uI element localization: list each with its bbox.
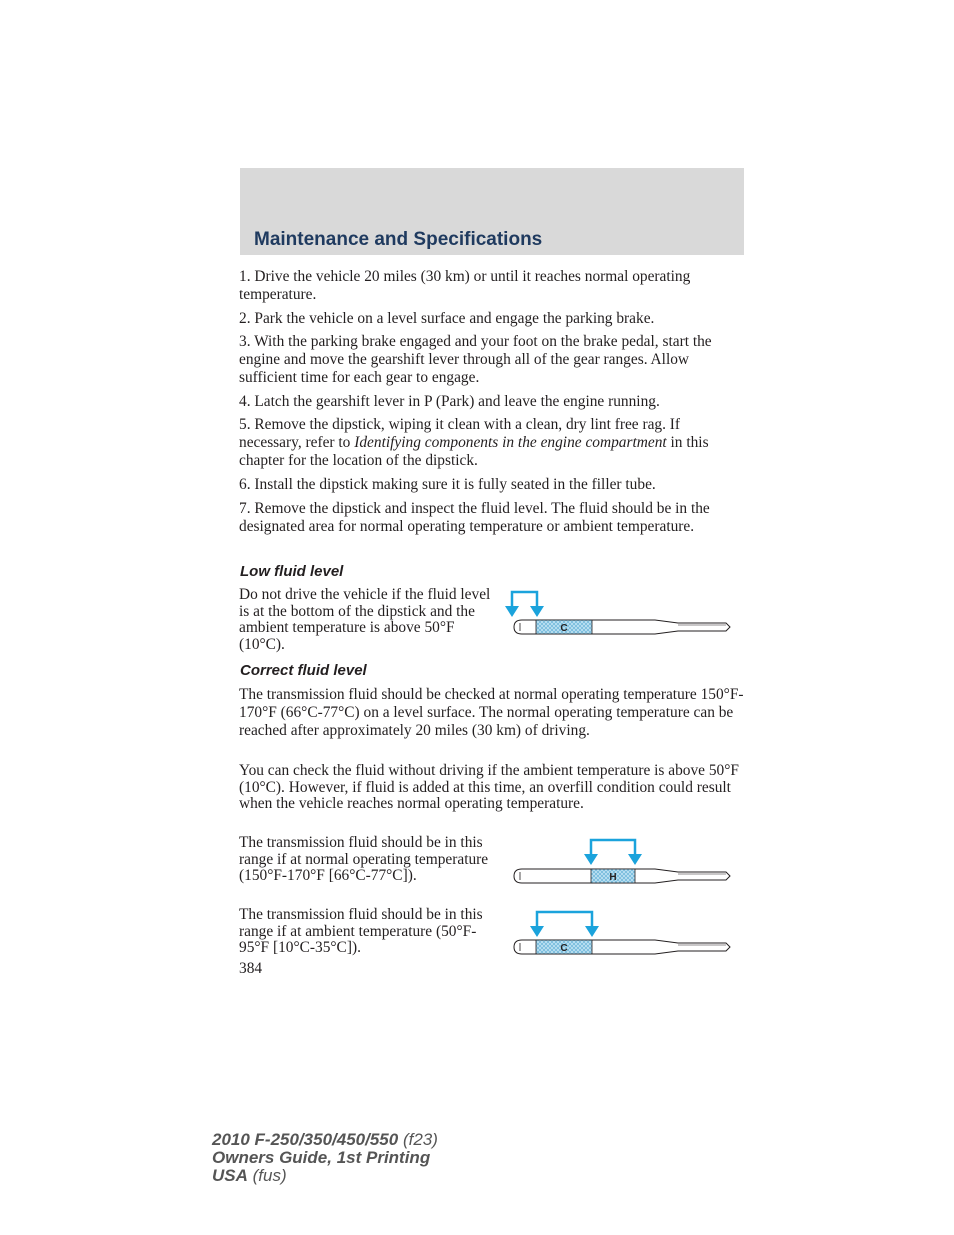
step-6: 6. Install the dipstick making sure it is fully seated in the filler tube. — [239, 476, 656, 493]
step-1: 1. Drive the vehicle 20 miles (30 km) or until it reaches normal operating temperature. — [239, 268, 691, 303]
correct-fluid-paragraph-2: You can check the fluid without driving if the ambient temperature is above 50°F (10°C). However, if fluid is added at this time, an overfill condition could result when the vehicle reaches normal operating temperature. — [239, 762, 739, 812]
dipstick-ambient-range-figure — [500, 906, 736, 962]
dipstick-marker-label: H — [609, 872, 617, 883]
step-4: 4. Latch the gearshift lever in P (Park) and leave the engine running. — [239, 393, 660, 410]
dipstick-hot-range-figure — [500, 834, 736, 890]
footer-model: 2010 F-250/350/450/550 — [212, 1130, 399, 1149]
low-fluid-heading: Low fluid level — [240, 563, 344, 580]
step-5 — [239, 416, 745, 470]
document-footer — [212, 1131, 438, 1185]
dipstick-marker-label: C — [560, 623, 568, 634]
correct-fluid-paragraph-1: The transmission fluid should be checked at normal operating temperature 150°F-170°F (66°C-77°C) on a level surface. The normal operating temperature can be reached after approximately 20 miles (30 km) of driving. — [239, 686, 744, 739]
step-3: 3. With the parking brake engaged and your foot on the brake pedal, start the engine and move the gearshift lever through all of the gear ranges. Allow sufficient time for each gear to engage. — [239, 333, 712, 386]
range-arrow-icon — [530, 912, 599, 937]
hot-range-text: The transmission fluid should be in this range if at normal operating temperature (150°F-170°F [66°C-77°C]). — [239, 834, 489, 884]
section-header-band — [240, 168, 744, 255]
footer-model-code: (f23) — [398, 1130, 438, 1149]
range-arrow-icon — [505, 592, 544, 617]
footer-region-code: (fus) — [247, 1166, 287, 1185]
section-title: Maintenance and Specifications — [254, 229, 543, 250]
step-5-text-after: in this chapter for the location of the dipstick. — [239, 434, 709, 469]
footer-model-line — [212, 1131, 438, 1149]
dipstick-marker-label: C — [560, 943, 568, 954]
range-arrow-icon — [584, 840, 642, 865]
engine-compartment-reference: Identifying components in the engine compartment — [354, 434, 667, 451]
footer-printing-line: Owners Guide, 1st Printing — [212, 1148, 431, 1167]
footer-region-line — [212, 1167, 438, 1185]
ambient-range-text: The transmission fluid should be in this range if at ambient temperature (50°F-95°F [10°C-35°C]). — [239, 906, 483, 956]
correct-fluid-heading: Correct fluid level — [240, 662, 367, 679]
low-fluid-text: Do not drive the vehicle if the fluid level is at the bottom of the dipstick and the ambient temperature is above 50°F (10°C). — [239, 586, 491, 653]
step-7: 7. Remove the dipstick and inspect the fluid level. The fluid should be in the designated area for normal operating temperature or ambient temperature. — [239, 500, 710, 535]
page-number: 384 — [239, 960, 263, 977]
footer-region: USA — [212, 1166, 248, 1185]
dipstick-low-level-figure — [500, 586, 736, 642]
step-2: 2. Park the vehicle on a level surface and engage the parking brake. — [239, 310, 655, 327]
step-5-text-before: 5. Remove the dipstick, wiping it clean with a clean, dry lint free rag. If necessary, refer to — [239, 416, 681, 451]
